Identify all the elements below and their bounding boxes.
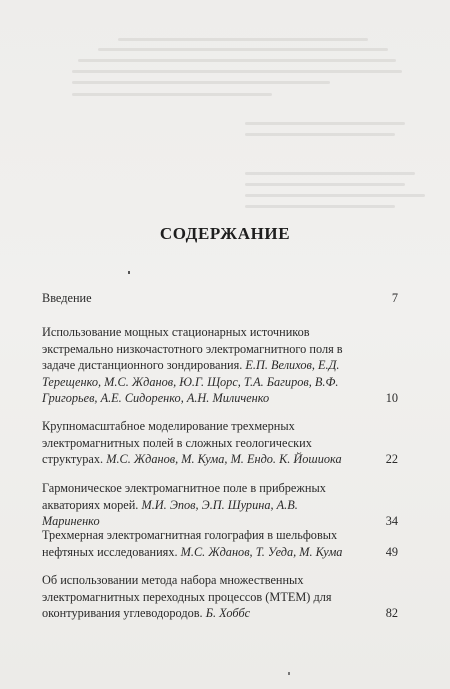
speck-mark: [288, 672, 290, 675]
entry-page-number: 10: [385, 391, 398, 406]
entry-page-number: 7: [391, 291, 398, 305]
entry-title: Использование мощных стационарных источников экстремально низкочастотного электромагнитного поля в задаче дистанционного зондирования.: [42, 325, 343, 373]
page-title: СОДЕРЖАНИЕ: [159, 224, 291, 243]
toc-entry: [42, 572, 410, 622]
toc-entry: [42, 290, 410, 307]
toc-entry: [42, 324, 410, 407]
entry-title: Введение: [42, 291, 92, 305]
entry-page-number: 82: [385, 606, 398, 621]
entry-title: Гармоническое электромагнитное поле в прибрежных акваториях морей.: [42, 481, 326, 512]
entry-authors: Б. Хоббс: [205, 606, 251, 621]
entry-page-number: 49: [385, 544, 398, 559]
entry-authors: М.И. Эпов, Э.П. Шурина, А.В. Мариненко: [42, 497, 298, 529]
toc-entry: [42, 480, 410, 530]
show-through-text: [0, 0, 450, 240]
entry-title: Трехмерная электромагнитная голография в шельфовых нефтяных исследованиях.: [42, 528, 338, 559]
entry-page-number: 22: [385, 452, 398, 467]
entry-title: Крупномасштабное моделирование трехмерных электромагнитных полей в сложных геологических структурах.: [42, 419, 312, 467]
entry-title: Об использовании метода набора множественных электромагнитных переходных процессов (МТЕМ) для оконтуривания углеводородов.: [42, 573, 332, 621]
entry-authors: Е.П. Велихов, Е.Д. Терещенко, М.С. Жданов, Ю.Г. Щорс, Т.А. Багиров, В.Ф. Григорьев, А.Е. Сидоренко, А.Н. Миличенко: [42, 358, 340, 406]
speck-mark: [128, 271, 130, 274]
toc-entry: [42, 527, 410, 560]
entry-page-number: 34: [385, 514, 398, 529]
entry-authors: М.С. Жданов, М. Кума, М. Ендо. К. Йошиока: [106, 452, 342, 467]
entry-authors: М.С. Жданов, Т. Уеда, М. Кума: [180, 544, 343, 559]
toc-entry: [42, 418, 410, 468]
